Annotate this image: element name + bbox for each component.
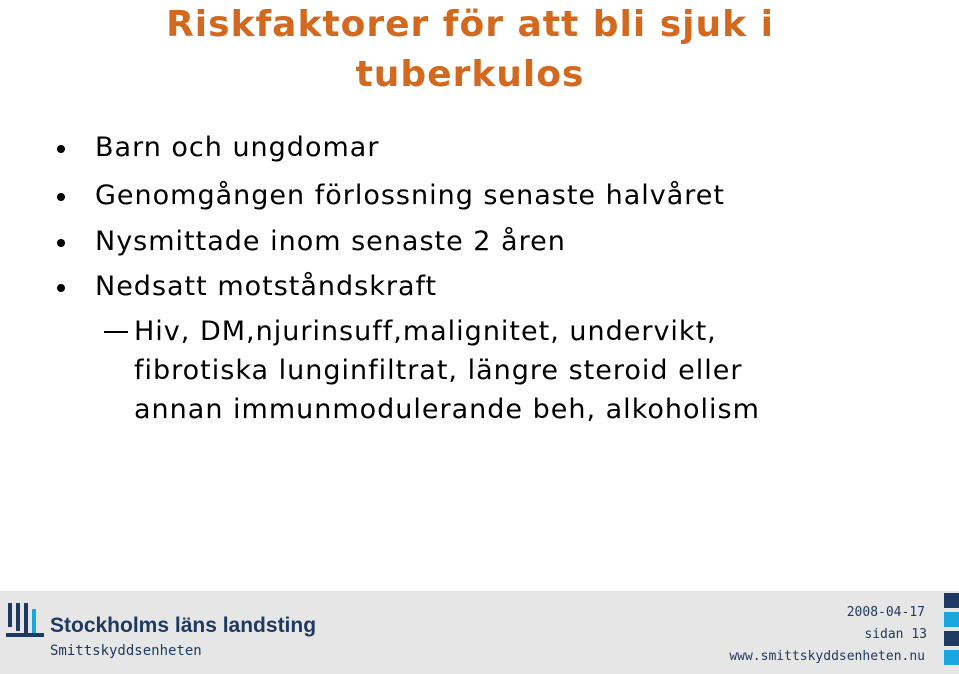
decor-square-icon [944,650,959,665]
slide-title-line-2: tuberkulos [355,54,585,95]
sub-bullet-line: annan immunmodulerande beh, alkoholism [134,394,760,425]
footer [0,591,959,674]
sub-bullet-text [134,312,894,429]
bullet-dot-icon [57,145,65,153]
website-url: www.smittskyddsenheten.nu [729,649,925,664]
bullet-dot-icon [57,193,65,201]
sub-bullet-line: Hiv, DM,njurinsuff,malignitet, undervikt, [134,316,717,347]
bullet-text: Nysmittade inom senaste 2 åren [95,226,566,257]
bullet-dot-icon [57,239,65,247]
page-number: sidan 13 [864,627,927,642]
bullet-text: Nedsatt motståndskraft [95,271,438,302]
decor-square-icon [944,593,959,608]
sub-bullet-line: fibrotiska lunginfiltrat, längre steroid eller [134,355,743,386]
decor-square-icon [944,631,959,646]
bullet-dot-icon [57,284,65,292]
sll-logo-icon [6,599,46,643]
organization-name: Stockholms läns landsting [50,614,317,637]
slide-title-line-1: Riskfaktorer för att bli sjuk i [166,4,774,45]
decor-square-icon [944,612,959,627]
bullet-text: Barn och ungdomar [95,132,380,163]
dash-icon [104,331,128,333]
bullet-text: Genomgången förlossning senaste halvåret [95,180,726,211]
department-name: Smittskyddsenheten [50,643,202,659]
slide-date: 2008-04-17 [846,605,925,620]
